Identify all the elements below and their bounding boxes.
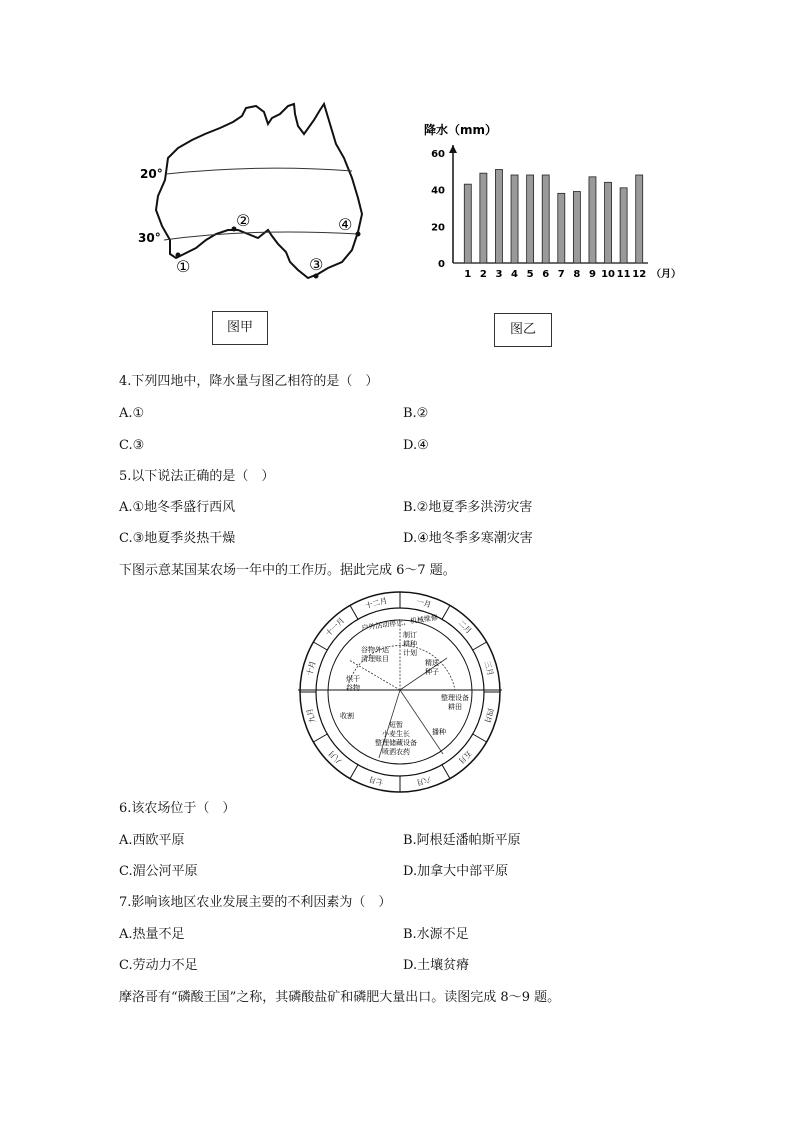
activity-plan: 制订 — [403, 631, 417, 639]
bar — [511, 175, 518, 263]
y-axis-arrow — [449, 145, 457, 153]
activity-top: 户外活动停止，机械维修 — [361, 613, 439, 633]
x-tick-label: 12 — [632, 269, 647, 280]
q5-option-b[interactable]: B.②地夏季多洪涝灾害 — [403, 500, 533, 515]
x-tick-label: 8 — [573, 269, 581, 280]
x-tick-label: 10 — [601, 269, 616, 280]
x-tick-label: 3 — [495, 269, 503, 280]
month-label: 十一月 — [323, 615, 347, 639]
month-label: 二月 — [456, 618, 474, 636]
month-label: 四月 — [482, 707, 496, 725]
y-tick-label: 0 — [438, 259, 445, 270]
month-label: 七月 — [367, 774, 385, 788]
y-tick-label: 60 — [431, 149, 445, 160]
australia-outline — [156, 104, 362, 278]
x-tick-label: 1 — [464, 269, 472, 280]
intro-6-7: 下图示意某国某农场一年中的工作历。据此完成 6～7 题。 — [119, 563, 456, 578]
chart-ylabel: 降水（mm） — [424, 123, 498, 137]
q7-option-d[interactable]: D.土壤贫瘠 — [403, 958, 470, 973]
bar — [620, 188, 627, 263]
chart-bars — [464, 170, 642, 264]
marker-3: ③ — [309, 255, 324, 274]
x-tick-label: 2 — [479, 269, 487, 280]
activity-grow: 短暂 — [389, 721, 403, 729]
question-5-stem: 5.以下说法正确的是（ ） — [119, 469, 275, 484]
marker-2: ② — [236, 211, 251, 230]
q6-option-b[interactable]: B.阿根廷潘帕斯平原 — [403, 833, 521, 848]
bar — [542, 175, 549, 263]
bar — [573, 192, 580, 264]
q4-option-c[interactable]: C.③ — [119, 438, 145, 453]
q6-option-a[interactable]: A.西欧平原 — [119, 833, 185, 848]
x-tick-label: 5 — [526, 269, 534, 280]
q7-option-c[interactable]: C.劳动力不足 — [119, 958, 198, 973]
question-7-stem: 7.影响该地区农业发展主要的不利因素为（ ） — [119, 895, 392, 910]
q7-option-b[interactable]: B.水源不足 — [403, 927, 469, 942]
activity-grow: 喷洒农药 — [382, 748, 410, 756]
question-4-stem: 4.下列四地中，降水量与图乙相符的是（ ） — [119, 374, 379, 389]
q4-option-d[interactable]: D.④ — [403, 438, 429, 453]
activity-prepare: 耕田 — [448, 703, 462, 711]
activity-seed: 种子 — [425, 668, 439, 676]
y-tick-label: 20 — [431, 222, 445, 234]
activity-dry: 烘干 — [346, 675, 360, 683]
chart-xlabel: （月） — [651, 269, 681, 280]
farm-calendar-wheel — [297, 590, 503, 796]
q6-option-d[interactable]: D.加拿大中部平原 — [403, 864, 509, 879]
lat-30-label: 30° — [138, 231, 161, 245]
month-label: 九月 — [304, 707, 318, 725]
intro-8-9: 摩洛哥有“磷酸王国”之称，其磷酸盐矿和磷肥大量出口。读图完成 8～9 题。 — [119, 990, 561, 1005]
activity-grow: 整理储藏设备 — [375, 739, 417, 747]
activity-grow: 小麦生长 — [382, 730, 410, 738]
month-label: 三月 — [482, 659, 496, 677]
activity-plan: 计划 — [403, 649, 417, 657]
x-tick-label: 11 — [616, 269, 631, 280]
chart-tick-labels — [431, 149, 646, 280]
bar — [589, 177, 596, 263]
point-4 — [356, 232, 361, 237]
y-tick-label: 40 — [431, 185, 445, 197]
month-label: 十二月 — [364, 595, 389, 611]
bar — [605, 182, 612, 263]
q4-option-b[interactable]: B.② — [403, 406, 429, 421]
bar — [636, 175, 643, 263]
bar — [464, 184, 471, 263]
activity-dry: 谷物 — [346, 684, 360, 692]
question-6-stem: 6.该农场位于（ ） — [119, 801, 236, 816]
activity-sow: 播种 — [432, 728, 446, 736]
x-tick-label: 9 — [588, 269, 596, 280]
month-label: 五月 — [456, 748, 474, 766]
activity-harvest: 收割 — [340, 712, 354, 720]
activity-grain: 清理账目 — [361, 655, 389, 663]
activity-prepare: 整理设备 — [441, 694, 469, 702]
lat-20-label: 20° — [140, 167, 163, 181]
marker-4: ④ — [338, 215, 353, 234]
q5-option-a[interactable]: A.①地冬季盛行西风 — [119, 500, 236, 515]
point-3 — [314, 274, 319, 279]
q7-option-a[interactable]: A.热量不足 — [119, 927, 185, 942]
q5-option-d[interactable]: D.④地冬季多寒潮灾害 — [403, 531, 533, 546]
month-label: 六月 — [415, 774, 433, 788]
activity-grain: 谷物外运 — [361, 646, 389, 654]
australia-map — [130, 100, 370, 290]
bar — [480, 173, 487, 263]
figure-caption-jia: 图甲 — [212, 311, 268, 345]
month-label: 一月 — [415, 596, 433, 610]
q6-option-c[interactable]: C.湄公河平原 — [119, 864, 198, 879]
marker-1: ① — [176, 257, 191, 276]
bar — [527, 175, 534, 263]
x-tick-label: 6 — [542, 269, 550, 280]
activity-plan: 耕种 — [403, 640, 417, 648]
figure-caption-yi: 图乙 — [494, 313, 552, 347]
x-tick-label: 7 — [557, 269, 565, 280]
month-label: 八月 — [326, 748, 344, 766]
activity-seed: 精选 — [425, 659, 439, 667]
x-tick-label: 4 — [511, 269, 519, 280]
month-label: 十月 — [304, 659, 318, 677]
q4-option-a[interactable]: A.① — [119, 406, 145, 421]
bar — [495, 170, 502, 264]
q5-option-c[interactable]: C.③地夏季炎热干燥 — [119, 531, 236, 546]
precipitation-chart — [410, 115, 690, 285]
bar — [558, 193, 565, 263]
